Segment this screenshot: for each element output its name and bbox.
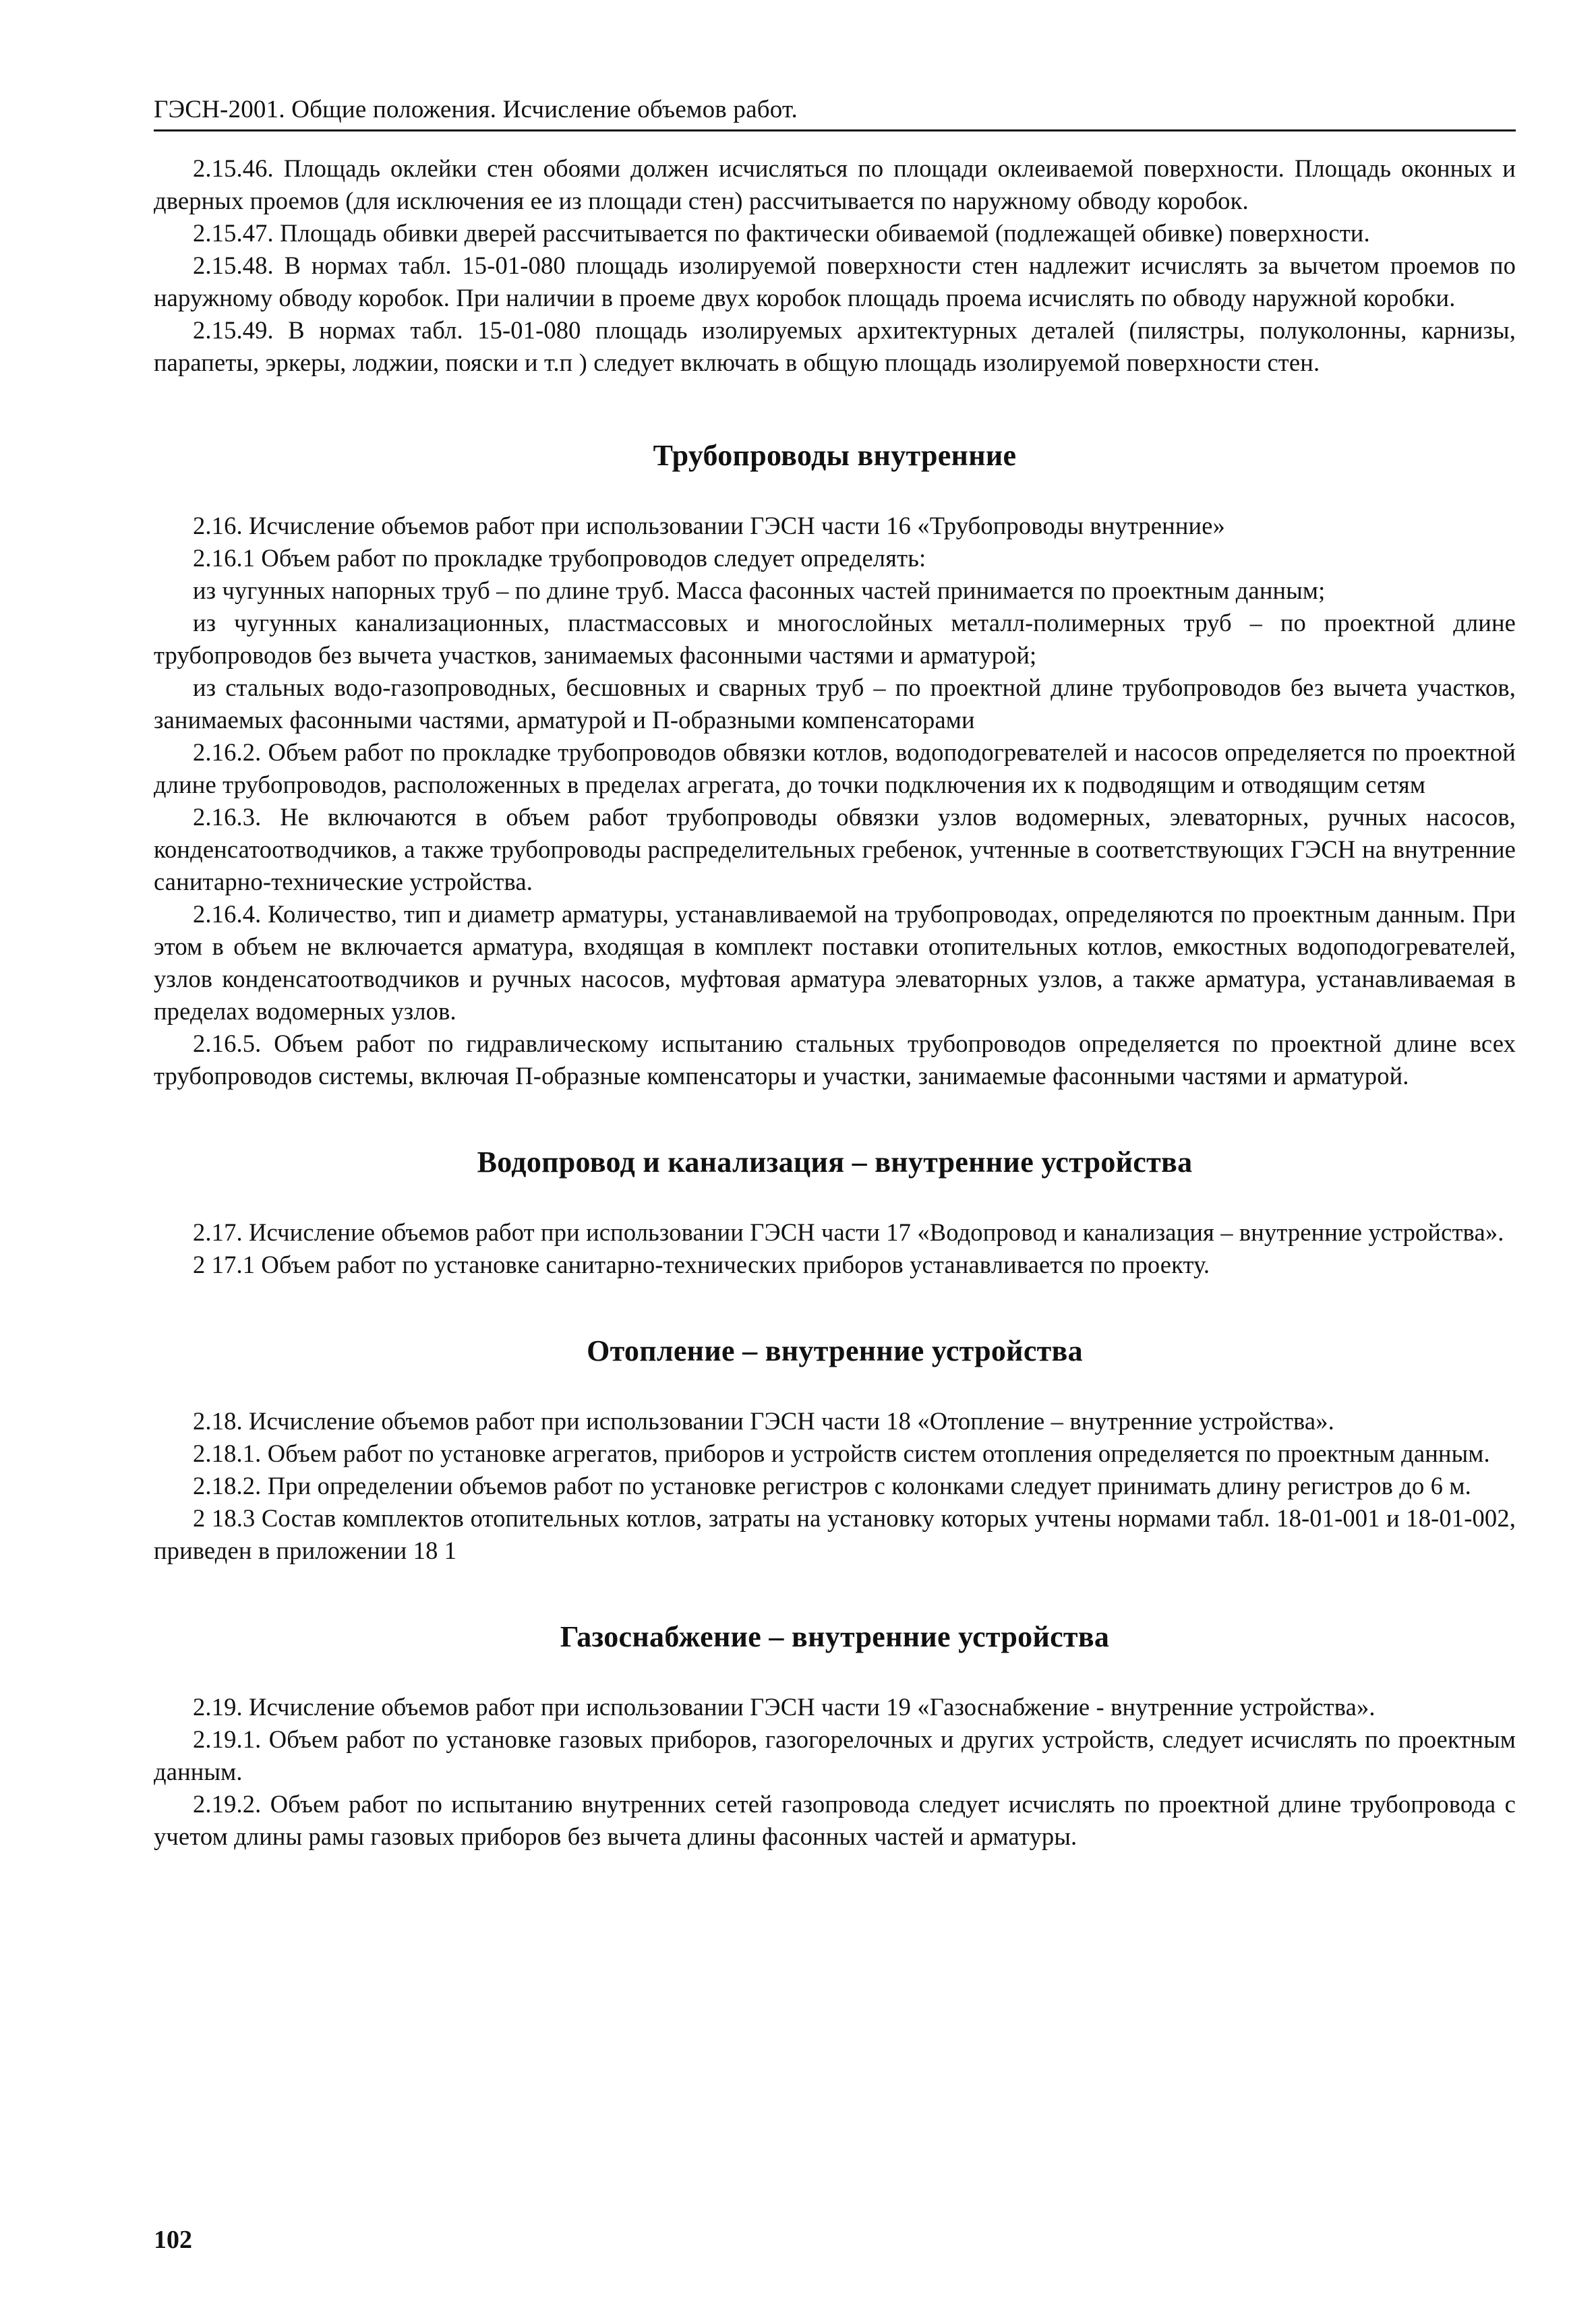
section-heading: Водопровод и канализация – внутренние устройства bbox=[477, 1146, 1193, 1179]
running-header: ГЭСН-2001. Общие положения. Исчисление объемов работ. bbox=[154, 96, 798, 123]
paragraph-2-18-2: 2.18.2. При определении объемов работ по установке регистров с колонками следует принимать длину регистров до 6 м. bbox=[193, 1472, 1471, 1500]
spacer bbox=[154, 1281, 1516, 1332]
document-body bbox=[154, 152, 1516, 1853]
paragraph-2-16-1: 2.16.1 Объем работ по прокладке трубопроводов следует определять: bbox=[193, 544, 926, 572]
section-heading: Газоснабжение – внутренние устройства bbox=[560, 1620, 1110, 1653]
document-page bbox=[154, 93, 1516, 2271]
paragraph-steel-pipes: из стальных водо-газопроводных, бесшовных и сварных труб – по проектной длине трубопроводов без вычета участков, занимаемых фасонными частями, арматурой и П-образными компенсаторами bbox=[154, 674, 1516, 734]
section-heading: Отопление – внутренние устройства bbox=[587, 1334, 1083, 1367]
spacer bbox=[154, 1092, 1516, 1144]
paragraph-2-18-3: 2 18.3 Состав комплектов отопительных котлов, затраты на установку которых учтены нормами табл. 18-01-001 и 18-01-002, приведен в приложении 18 1 bbox=[154, 1504, 1516, 1564]
paragraph-2-15-49: 2.15.49. В нормах табл. 15-01-080 площадь изолируемых архитектурных деталей (пилястры, полуколонны, карнизы, парапеты, эркеры, лоджии, пояски и т.п ) следует включать в общую площадь изолируемой поверхности стен. bbox=[154, 316, 1516, 376]
spacer bbox=[154, 475, 1516, 510]
section-water-supply-sewerage bbox=[154, 1144, 1516, 1281]
header-rule bbox=[154, 129, 1516, 131]
section-internal-pipelines bbox=[154, 437, 1516, 1092]
paragraph-cast-iron-pressure: из чугунных напорных труб – по длине труб. Масса фасонных частей принимается по проектным данным; bbox=[193, 576, 1326, 604]
paragraph-2-16-3: 2.16.3. Не включаются в объем работ трубопроводы обвязки узлов водомерных, элеваторных, ручных насосов, конденсатоотводчиков, а также трубопроводы распределительных гребенок, учтенные в соответствующих ГЭСН на внутренние санитарно-технические устройства. bbox=[154, 803, 1516, 895]
paragraph-2-17: 2.17. Исчисление объемов работ при использовании ГЭСН части 17 «Водопровод и канализация – внутренние устройства». bbox=[193, 1218, 1504, 1246]
spacer bbox=[154, 1181, 1516, 1216]
spacer bbox=[154, 1656, 1516, 1691]
page-number: 102 bbox=[154, 2226, 192, 2254]
paragraph-2-16-2: 2.16.2. Объем работ по прокладке трубопроводов обвязки котлов, водоподогревателей и насосов определяется по проектной длине трубопроводов, расположенных в пределах агрегата, до точки подключения их к подводящим и отводящим сетям bbox=[154, 738, 1516, 798]
paragraph-2-16-4: 2.16.4. Количество, тип и диаметр арматуры, устанавливаемой на трубопроводах, определяются по проектным данным. При этом в объем не включается арматура, входящая в комплект поставки отопительных котлов, емкостных водоподогревателей, узлов конденсатоотводчиков и ручных насосов, муфтовая арматура элеваторных узлов, а также арматура, устанавливаемая в пределах водомерных узлов. bbox=[154, 900, 1516, 1025]
paragraph-2-15-47: 2.15.47. Площадь обивки дверей рассчитывается по фактически обиваемой (подлежащей обивке) поверхности. bbox=[193, 219, 1370, 247]
section-gas-supply bbox=[154, 1618, 1516, 1853]
spacer bbox=[154, 1567, 1516, 1618]
paragraph-cast-iron-sewer: из чугунных канализационных, пластмассовых и многослойных металл-полимерных труб – по проектной длине трубопроводов без вычета участков, занимаемых фасонными частями и арматурой; bbox=[154, 609, 1516, 669]
section-heating bbox=[154, 1332, 1516, 1567]
paragraph-2-19-2: 2.19.2. Объем работ по испытанию внутренних сетей газопровода следует исчислять по проектной длине трубопровода с учетом длины рамы газовых приборов без вычета длины фасонных частей и арматуры. bbox=[154, 1790, 1516, 1850]
paragraph-2-17-1: 2 17.1 Объем работ по установке санитарно-технических приборов устанавливается по проекту. bbox=[193, 1251, 1210, 1278]
paragraph-2-18: 2.18. Исчисление объемов работ при использовании ГЭСН части 18 «Отопление – внутренние устройства». bbox=[193, 1407, 1334, 1435]
paragraph-2-16-5: 2.16.5. Объем работ по гидравлическому испытанию стальных трубопроводов определяется по проектной длине всех трубопроводов системы, включая П-образные компенсаторы и участки, занимаемые фасонными частями и арматурой. bbox=[154, 1030, 1516, 1090]
paragraph-2-18-1: 2.18.1. Объем работ по установке агрегатов, приборов и устройств систем отопления определяется по проектным данным. bbox=[193, 1440, 1490, 1467]
paragraph-2-19-1: 2.19.1. Объем работ по установке газовых приборов, газогорелочных и других устройств, следует исчислять по проектным данным. bbox=[154, 1725, 1516, 1785]
paragraph-2-19: 2.19. Исчисление объемов работ при использовании ГЭСН части 19 «Газоснабжение - внутренние устройства». bbox=[193, 1693, 1376, 1721]
paragraph-2-16: 2.16. Исчисление объемов работ при использовании ГЭСН части 16 «Трубопроводы внутренние» bbox=[193, 512, 1225, 539]
section-heading: Трубопроводы внутренние bbox=[653, 439, 1017, 472]
spacer bbox=[154, 379, 1516, 437]
spacer bbox=[154, 1370, 1516, 1405]
paragraph-2-15-48: 2.15.48. В нормах табл. 15-01-080 площадь изолируемой поверхности стен надлежит исчислять за вычетом проемов по наружному обводу коробок. При наличии в проеме двух коробок площадь проема исчислять по обводу наружной коробки. bbox=[154, 251, 1516, 312]
paragraph-2-15-46: 2.15.46. Площадь оклейки стен обоями должен исчисляться по площади оклеиваемой поверхности. Площадь оконных и дверных проемов (для исключения ее из площади стен) рассчитывается по наружному обводу коробок. bbox=[154, 154, 1516, 214]
